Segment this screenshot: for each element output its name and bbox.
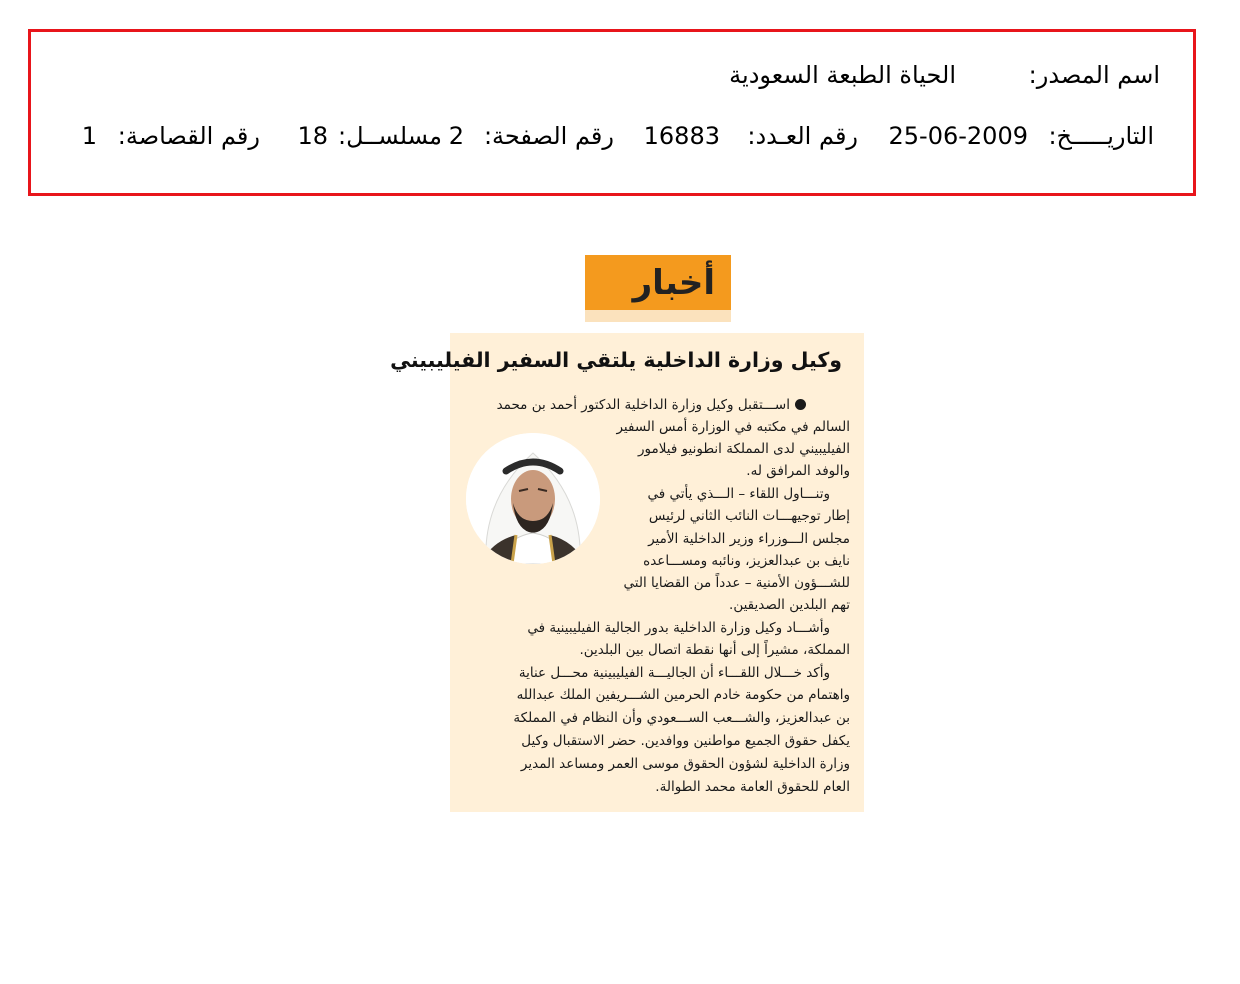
section-tab-underline (585, 310, 731, 322)
section-tab (585, 255, 731, 310)
article-line: إطار توجيهـــات النائب الثاني لرئيس (648, 508, 850, 524)
article-line: يكفل حقوق الجميع مواطنين ووافدين. حضر الاستقبال وكيل (521, 733, 850, 749)
article-line: العام للحقوق العامة محمد الطوالة. (655, 779, 850, 795)
article-line (497, 395, 806, 415)
clipping-info-box (28, 29, 1196, 196)
article-line-text: اســـتقبل وكيل وزارة الداخلية الدكتور أحمد بن محمد (496, 397, 790, 413)
source-value: الحياة الطبعة السعودية (729, 61, 956, 89)
portrait-illustration (466, 433, 600, 564)
serial-label: مسلســل: (338, 122, 442, 150)
article-line: واهتمام من حكومة خادم الحرمين الشـــريفين الملك عبدالله (516, 687, 850, 703)
article-line: المملكة، مشيراً إلى أنها نقطة اتصال بين البلدين. (579, 642, 850, 658)
article-line: وأشـــاد وكيل وزارة الداخلية بدور الجالية الفيليبينية في (527, 620, 830, 636)
article-line: والوفد المرافق له. (746, 463, 850, 479)
page-value: 2 (448, 122, 464, 150)
article-line: الفيليبيني لدى المملكة انطونيو فيلامور (637, 441, 850, 457)
article-line: للشـــؤون الأمنية – عدداً من القضايا التي (623, 575, 850, 591)
clip-label: رقم القصاصة: (117, 122, 260, 150)
article-headline: وكيل وزارة الداخلية يلتقي السفير الفيليبيني (390, 348, 842, 372)
article-line: نايف بن عبدالعزيز، ونائبه ومســـاعده (643, 553, 850, 569)
section-label: أخبار (632, 263, 715, 303)
article-line: وأكد خـــلال اللقـــاء أن الجاليـــة الفيليبينية محـــل عناية (518, 665, 830, 681)
person-photo (466, 433, 600, 564)
article-line: مجلس الـــوزراء وزير الداخلية الأمير (648, 531, 850, 547)
article-line: وزارة الداخلية لشؤون الحقوق موسى العمر ومساعد المدير (520, 756, 850, 772)
clip-value: 1 (81, 122, 97, 150)
serial-value: 18 (297, 122, 328, 150)
article-clipping (390, 333, 864, 812)
issue-value: 16883 (643, 122, 720, 150)
bullet-icon (795, 399, 806, 410)
source-label: اسم المصدر: (1028, 61, 1160, 89)
date-label: التاريـــــخ: (1048, 122, 1154, 150)
article-line: وتنـــاول اللقاء – الـــذي يأتي في (647, 486, 830, 502)
article-line: السالم في مكتبه في الوزارة أمس السفير (616, 419, 850, 435)
date-value: 25-06-2009 (888, 122, 1028, 150)
article-line: تهم البلدين الصديقين. (729, 597, 850, 613)
page-label: رقم الصفحة: (483, 122, 614, 150)
issue-label: رقم العـدد: (747, 122, 858, 150)
article-line: بن عبدالعزيز، والشـــعب الســـعودي وأن النظام في المملكة (513, 710, 850, 726)
